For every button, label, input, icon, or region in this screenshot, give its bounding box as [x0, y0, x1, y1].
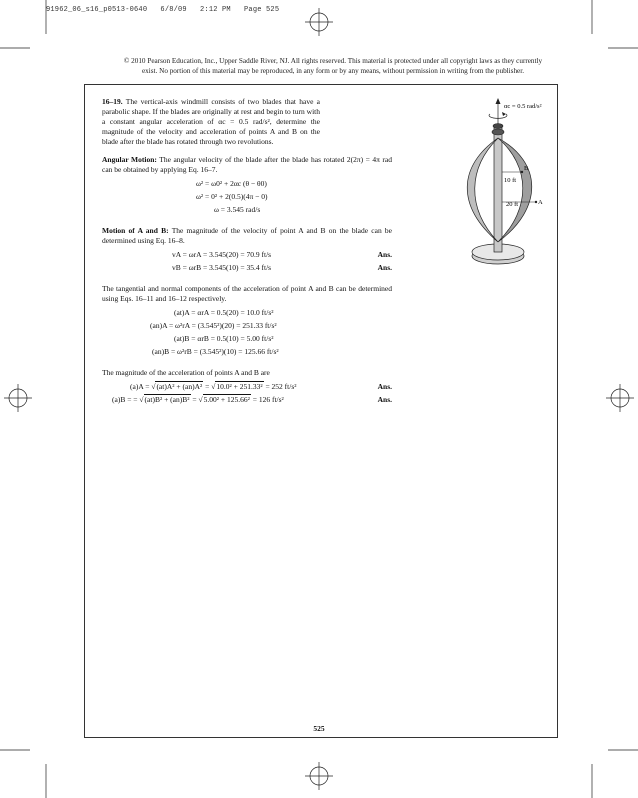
equation: ω² = ω0² + 2αc (θ − θ0) [196, 179, 267, 188]
dimension-20ft: 20 ft [506, 201, 519, 208]
windmill-blade-right [498, 138, 532, 242]
equation: (at)B = αrB = 0.5(10) = 5.00 ft/s² [174, 334, 274, 343]
equation-line [102, 395, 392, 408]
point-a-label: A [538, 199, 543, 206]
copyright-notice: © 2010 Pearson Education, Inc., Upper Saddle River, NJ. All rights reserved. This material is protected under all copyright laws as they currently exist. No portion of this material may be reproduced, in any form or by any means, without permission in writing from the publisher. [123, 57, 543, 75]
equation: (an)B = ω²rB = (3.545²)(10) = 125.66 ft/s² [152, 347, 279, 356]
motion-ab-heading: Motion of A and B: [102, 226, 169, 235]
problem-text: The vertical-axis windmill consists of two blades that have a parabolic shape. If the blades are originally at rest and begin to turn with a constant angular acceleration of αc = 0.5 rad/s², determine the magnitude of the velocity and acceleration of points A and B on the blade after the blade has rotated through two revolutions. [102, 97, 320, 146]
equation: ω = 3.545 rad/s [214, 205, 261, 214]
equation: vB = ωrB = 3.545(10) = 35.4 ft/s [172, 263, 272, 272]
angular-motion-heading: Angular Motion: [102, 155, 157, 164]
point-b-label: B [524, 165, 529, 172]
windmill-figure [452, 96, 556, 274]
angular-motion-paragraph: Angular Motion: The angular velocity of the blade after the blade has rotated 2(2π) = 4π rad can be obtained by applying Eq. 16–7. [102, 155, 393, 174]
equation-line [102, 308, 392, 321]
equation: ω² = 0² + 2(0.5)(4π − 0) [196, 192, 268, 201]
windmill-shaft [494, 128, 502, 252]
equation-line [102, 321, 392, 334]
equation: vA = ωrA = 3.545(20) = 70.9 ft/s [172, 250, 272, 259]
equation: (at)A = αrA = 0.5(20) = 10.0 ft/s² [174, 308, 274, 317]
registration-mark-bottom [305, 762, 333, 790]
magnitude-paragraph: The magnitude of the acceleration of points A and B are [102, 368, 270, 377]
equation: (a)A = √(at)A² + (an)A² = √10.0² + 251.33² = 252 ft/s² [130, 382, 297, 391]
answer-marker: Ans. [377, 382, 392, 391]
equation-line [102, 347, 392, 360]
equation-line [102, 263, 392, 276]
alpha-label: αc = 0.5 rad/s² [504, 103, 542, 110]
answer-marker: Ans. [377, 250, 392, 259]
registration-mark-right [606, 384, 634, 412]
equation-line [102, 205, 392, 218]
equation: (an)A = ω²rA = (3.545²)(20) = 251.33 ft/s² [150, 321, 277, 330]
components-paragraph: The tangential and normal components of the acceleration of point A and B can be determined using Eqs. 16–11 and 16–12 respectively. [102, 284, 392, 303]
registration-mark-top [305, 8, 333, 36]
equation-line [102, 334, 392, 347]
answer-marker: Ans. [377, 263, 392, 272]
page-number: 525 [313, 724, 325, 733]
solution-column [102, 97, 392, 408]
equation-line [102, 250, 392, 263]
problem-number: 16–19. [102, 97, 123, 106]
equation: (a)B = = √(at)B² + (an)B² = √5.00² + 125.66² = 126 ft/s² [112, 395, 284, 404]
windmill-blade-left [467, 138, 498, 242]
equation-line [102, 179, 392, 192]
registration-mark-left [4, 384, 32, 412]
answer-marker: Ans. [377, 395, 392, 404]
motion-ab-paragraph: Motion of A and B: The magnitude of the velocity of point A and B on the blade can be determined using Eq. 16–8. [102, 226, 392, 245]
dimension-10ft: 10 ft [504, 177, 517, 184]
problem-statement [102, 97, 320, 147]
print-slug: 91962_06_s16_p0513-0640 6/8/09 2:12 PM Page 525 [46, 6, 280, 14]
equation-line [102, 192, 392, 205]
